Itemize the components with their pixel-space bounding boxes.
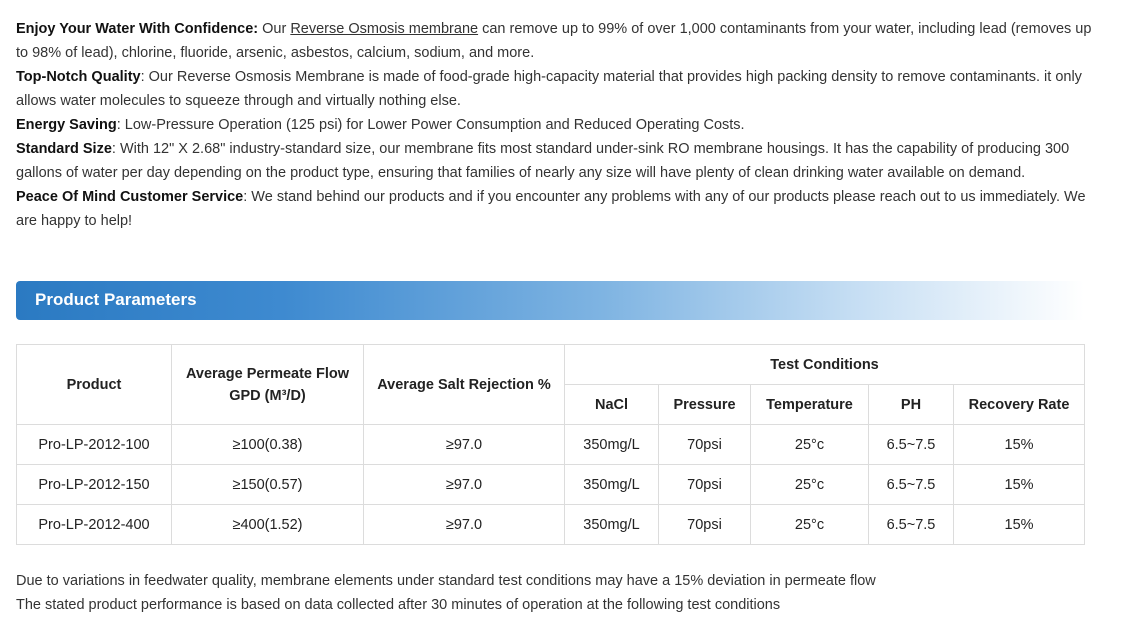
section-header-bar	[16, 281, 1084, 320]
cell-product: Pro-LP-2012-100	[17, 425, 172, 465]
feature-text: : Our Reverse Osmosis Membrane is made of food-grade high-capacity material that provides high packing density to remove contaminants. it only allows water molecules to squeeze through and virtually nothing else.	[16, 69, 1082, 109]
note-test-conditions: The stated product performance is based on data collected after 30 minutes of operation at the following test conditions	[16, 597, 781, 613]
cell-nacl: 350mg/L	[565, 425, 659, 465]
feature-size	[16, 137, 1096, 185]
cell-recovery: 15%	[954, 425, 1085, 465]
cell-pressure: 70psi	[659, 425, 751, 465]
cell-rejection: ≥97.0	[364, 465, 565, 505]
cell-ph: 6.5~7.5	[869, 425, 954, 465]
header-test-conditions: Test Conditions	[565, 345, 1085, 385]
feature-text: can remove up to 99% of over 1,000 contaminants from your water, including lead (removes up to 98% of lead), chlorine, fluoride, arsenic, asbestos, calcium, sodium, and more.	[16, 21, 1092, 61]
table-row	[17, 465, 1085, 505]
reverse-osmosis-membrane-link[interactable]: Reverse Osmosis membrane	[290, 21, 479, 37]
cell-flow: ≥150(0.57)	[172, 465, 364, 505]
feature-text: : We stand behind our products and if you encounter any problems with any of our products please reach out to us immediately. We are happy to help!	[16, 189, 1086, 229]
header-product: Product	[17, 345, 172, 425]
cell-temperature: 25°c	[751, 465, 869, 505]
header-temperature: Temperature	[751, 385, 869, 425]
feature-confidence	[16, 17, 1096, 65]
header-pressure: Pressure	[659, 385, 751, 425]
note-deviation: Due to variations in feedwater quality, membrane elements under standard test conditions may have a 15% deviation in permeate flow	[16, 573, 876, 589]
cell-product: Pro-LP-2012-150	[17, 465, 172, 505]
cell-rejection: ≥97.0	[364, 505, 565, 545]
header-flow-line1: Average Permeate Flow	[185, 365, 350, 382]
header-ph: PH	[869, 385, 954, 425]
table-row	[17, 505, 1085, 545]
cell-ph: 6.5~7.5	[869, 505, 954, 545]
cell-flow: ≥400(1.52)	[172, 505, 364, 545]
cell-ph: 6.5~7.5	[869, 465, 954, 505]
cell-rejection: ≥97.0	[364, 425, 565, 465]
cell-recovery: 15%	[954, 465, 1085, 505]
cell-nacl: 350mg/L	[565, 465, 659, 505]
header-nacl: NaCl	[565, 385, 659, 425]
table-header-row	[17, 345, 1085, 385]
section-title: Product Parameters	[35, 290, 197, 309]
feature-label: Peace Of Mind Customer Service	[16, 189, 244, 205]
cell-temperature: 25°c	[751, 505, 869, 545]
feature-label: Standard Size	[16, 141, 112, 157]
cell-nacl: 350mg/L	[565, 505, 659, 545]
feature-energy	[16, 113, 1096, 137]
feature-label: Energy Saving	[16, 117, 117, 133]
feature-text: : With 12" X 2.68" industry-standard size, our membrane fits most standard under-sink RO membrane housings. It has the capability of producing 300 gallons of water per day depending on the product type, ensuring that families of nearly any size will have plenty of clean drinking water available on demand.	[16, 141, 1070, 181]
header-permeate-flow	[172, 345, 364, 425]
header-flow-line2: GPD (M³/D)	[229, 387, 306, 404]
feature-label: Enjoy Your Water With Confidence:	[16, 21, 259, 37]
feature-text: : Low-Pressure Operation (125 psi) for Lower Power Consumption and Reduced Operating Costs.	[116, 117, 745, 133]
performance-notes	[16, 569, 876, 617]
cell-flow: ≥100(0.38)	[172, 425, 364, 465]
feature-text: Our	[258, 21, 291, 37]
cell-recovery: 15%	[954, 505, 1085, 545]
cell-pressure: 70psi	[659, 505, 751, 545]
header-recovery-rate: Recovery Rate	[954, 385, 1085, 425]
header-salt-rejection: Average Salt Rejection %	[364, 345, 565, 425]
product-description	[16, 17, 1096, 233]
cell-product: Pro-LP-2012-400	[17, 505, 172, 545]
feature-label: Top-Notch Quality	[16, 69, 141, 85]
product-parameters-table	[16, 344, 1085, 545]
feature-service	[16, 185, 1096, 233]
feature-quality	[16, 65, 1096, 113]
table-row	[17, 425, 1085, 465]
cell-temperature: 25°c	[751, 425, 869, 465]
cell-pressure: 70psi	[659, 465, 751, 505]
